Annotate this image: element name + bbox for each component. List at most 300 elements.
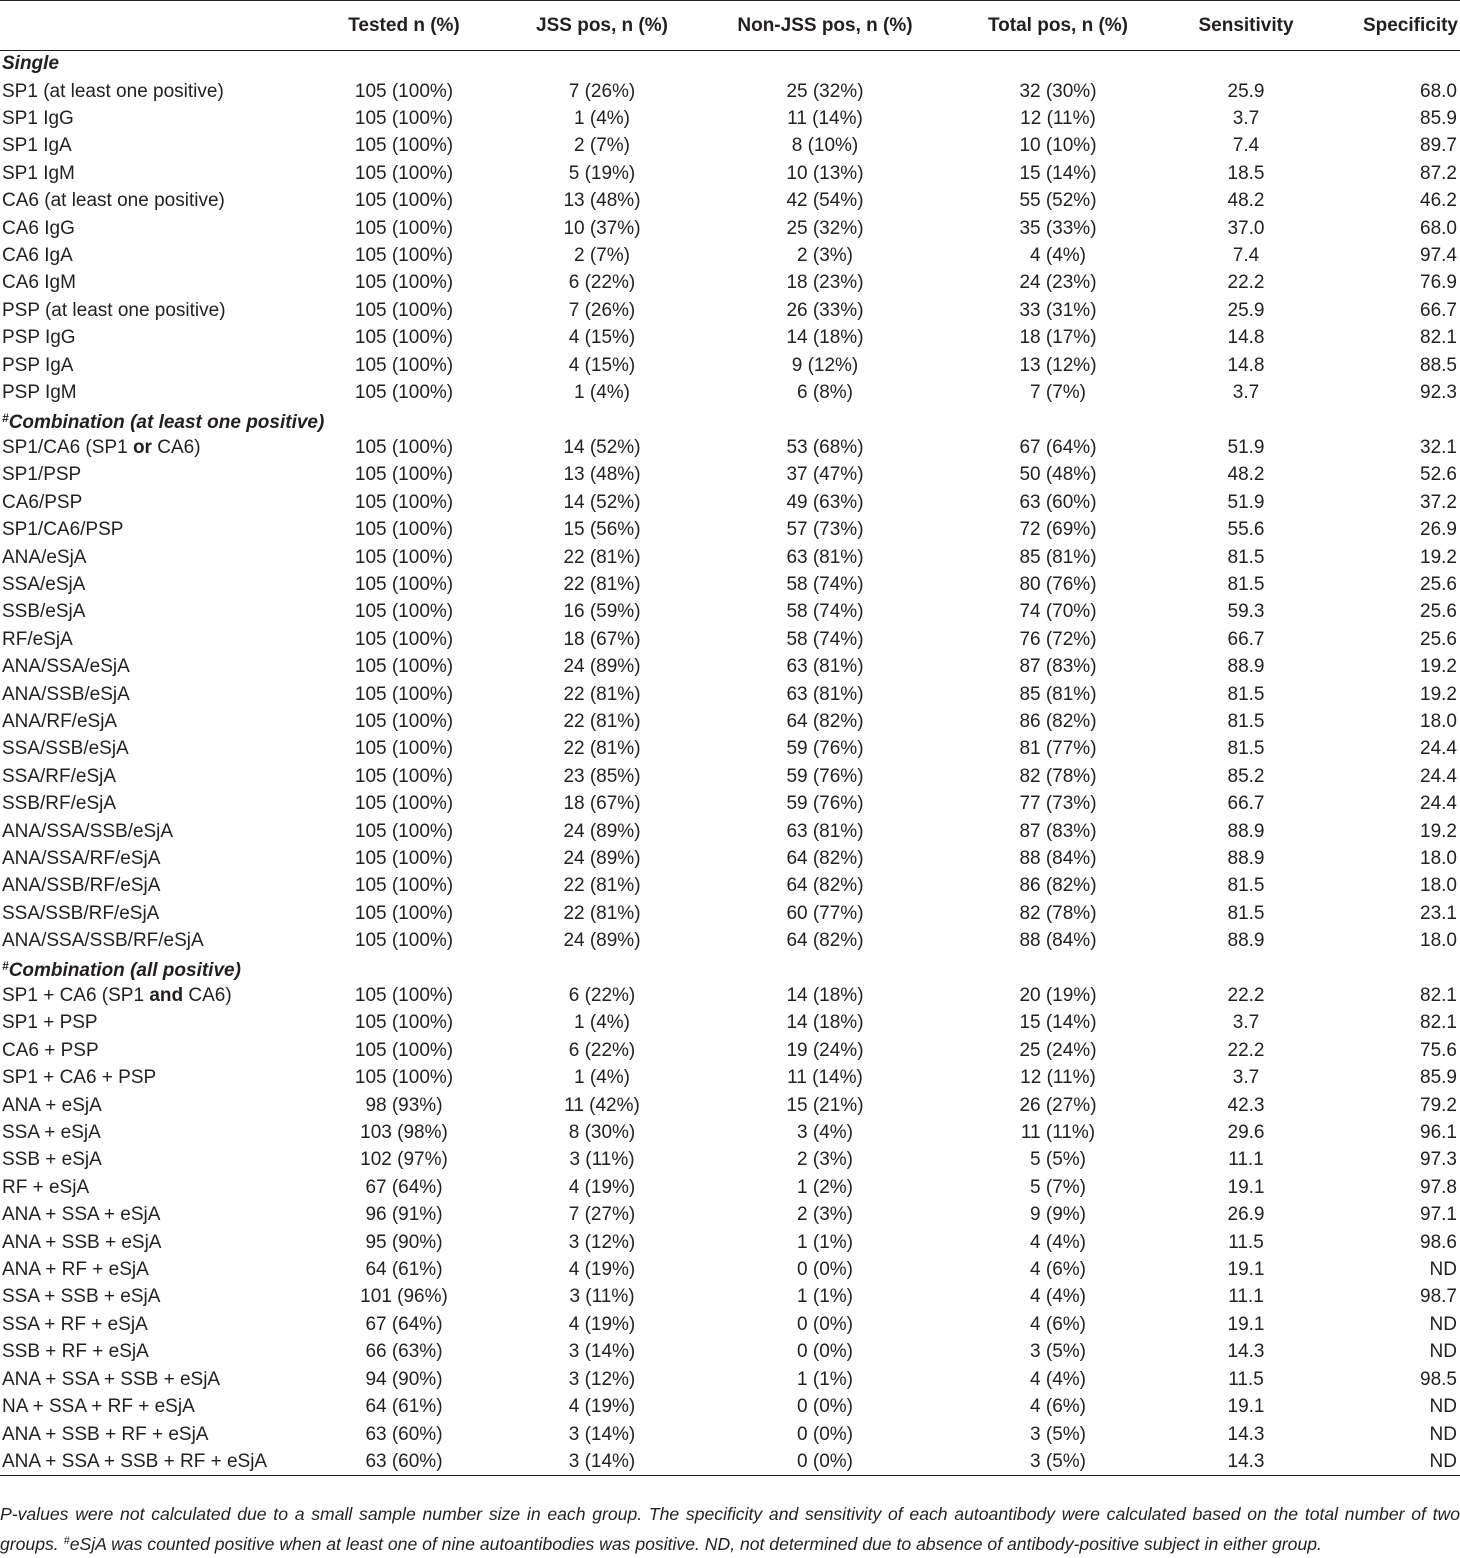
cell-non-jss-pos: 0 (0%) <box>797 1423 853 1445</box>
table-row <box>0 1366 1460 1393</box>
cell-total-pos: 67 (64%) <box>1019 436 1097 458</box>
cell-total-pos: 74 (70%) <box>1019 601 1097 623</box>
row-label <box>0 599 306 626</box>
footnote-text-part1: P-values were not calculated due to a small sample number size in each group. The specificity and sensitivity of each autoantibody were calculated based on the total number of two groups. <box>0 1504 1460 1554</box>
cell-non-jss-pos: 64 (82%) <box>786 875 864 897</box>
row-label <box>0 215 306 242</box>
cell-tested: 105 (100%) <box>354 108 454 130</box>
cell-specificity: 97.4 <box>1420 245 1457 267</box>
row-label <box>0 1065 306 1092</box>
cell-jss-pos: 7 (26%) <box>568 299 636 321</box>
row-label-text: ANA + RF + eSjA <box>2 1259 149 1281</box>
row-label-text: SP1 + CA6 + PSP <box>2 1067 157 1089</box>
table-row <box>0 325 1460 352</box>
table-row <box>0 215 1460 242</box>
cell-total-pos: 7 (7%) <box>1030 382 1086 404</box>
row-label <box>0 1147 306 1174</box>
row-label-text: RF/eSjA <box>2 628 73 650</box>
cell-tested: 96 (91%) <box>365 1204 443 1226</box>
cell-sensitivity: 14.3 <box>1227 1423 1265 1445</box>
table-row <box>0 818 1460 845</box>
cell-specificity: ND <box>1324 1448 1460 1475</box>
row-label-text: ANA + SSB + eSjA <box>2 1231 162 1253</box>
cell-non-jss-pos: 26 (33%) <box>786 299 864 321</box>
cell-specificity: 18.0 <box>1420 710 1457 732</box>
cell-non-jss-pos: 0 (0%) <box>702 1448 948 1475</box>
header-cell-specificity: Specificity <box>1324 1 1460 51</box>
table-row <box>0 462 1460 489</box>
cell-specificity: ND <box>1429 1396 1457 1418</box>
row-label-text: ANA + SSA + eSjA <box>2 1204 161 1226</box>
cell-sensitivity: 7.4 <box>1232 135 1260 157</box>
table-row <box>0 1065 1460 1092</box>
cell-sensitivity: 37.0 <box>1227 217 1265 239</box>
row-label <box>0 790 306 817</box>
row-label-text: SP1/CA6/PSP <box>2 519 124 541</box>
cell-non-jss-pos: 59 (76%) <box>786 765 864 787</box>
cell-jss-pos: 3 (11%) <box>569 1286 635 1308</box>
cell-specificity: 24.4 <box>1420 793 1457 815</box>
cell-specificity: 82.1 <box>1420 985 1457 1007</box>
row-label <box>0 653 306 680</box>
cell-jss-pos: 4 (19%) <box>568 1396 636 1418</box>
cell-jss-pos: 14 (52%) <box>563 436 641 458</box>
footnote-text-part2: eSjA was counted positive when at least one of nine autoantibodies was positive. ND, not determined due to absence of antibody-positive subject in either group. <box>69 1534 1322 1554</box>
cell-tested: 105 (100%) <box>354 930 454 952</box>
row-label <box>0 544 306 571</box>
row-label-text: CA6) <box>151 436 201 458</box>
table-row <box>0 599 1460 626</box>
cell-specificity: 76.9 <box>1420 272 1457 294</box>
cell-sensitivity: 11.1 <box>1228 1286 1264 1308</box>
cell-specificity: 32.1 <box>1420 436 1457 458</box>
row-label <box>0 900 306 927</box>
cell-specificity: 97.8 <box>1420 1176 1457 1198</box>
cell-jss-pos: 6 (22%) <box>568 272 636 294</box>
row-label-text: PSP IgA <box>2 354 74 376</box>
cell-sensitivity: 22.2 <box>1227 1039 1265 1061</box>
cell-total-pos: 13 (12%) <box>1019 354 1097 376</box>
row-label <box>0 1311 306 1338</box>
cell-specificity: 97.1 <box>1420 1204 1457 1226</box>
cell-sensitivity: 7.4 <box>1232 245 1260 267</box>
row-label-text: SP1 IgM <box>2 162 75 184</box>
cell-specificity: 92.3 <box>1420 382 1457 404</box>
row-label <box>0 462 306 489</box>
cell-jss-pos: 22 (81%) <box>563 875 641 897</box>
cell-jss-pos: 1 (4%) <box>574 382 630 404</box>
cell-tested: 105 (100%) <box>354 162 454 184</box>
cell-total-pos: 82 (78%) <box>1019 902 1097 924</box>
row-label-text: ANA/SSA/RF/eSjA <box>2 847 161 869</box>
table-row <box>0 1174 1460 1201</box>
cell-tested: 101 (96%) <box>360 1286 448 1308</box>
cell-specificity: 85.9 <box>1420 1067 1457 1089</box>
cell-non-jss-pos: 11 (14%) <box>787 1067 863 1089</box>
table-row <box>0 708 1460 735</box>
cell-non-jss-pos: 58 (74%) <box>786 628 864 650</box>
section-title <box>0 955 1460 982</box>
cell-tested: 105 (100%) <box>354 519 454 541</box>
row-label-text: SP1 + CA6 (SP1 <box>2 985 150 1007</box>
cell-jss-pos: 7 (26%) <box>568 80 636 102</box>
cell-sensitivity: 11.5 <box>1228 1368 1264 1390</box>
cell-jss-pos: 3 (12%) <box>568 1231 636 1253</box>
cell-tested: 105 (100%) <box>354 354 454 376</box>
cell-total-pos: 18 (17%) <box>1019 327 1097 349</box>
row-label <box>0 763 306 790</box>
cell-specificity: 18.0 <box>1420 875 1457 897</box>
row-label <box>0 708 306 735</box>
table-row <box>0 1202 1460 1229</box>
cell-tested: 98 (93%) <box>365 1094 443 1116</box>
cell-tested: 105 (100%) <box>354 299 454 321</box>
cell-total-pos: 33 (31%) <box>1019 299 1097 321</box>
cell-jss-pos: 6 (22%) <box>568 1039 636 1061</box>
row-label <box>0 489 306 516</box>
cell-non-jss-pos: 2 (3%) <box>797 1204 853 1226</box>
cell-sensitivity: 14.8 <box>1227 327 1265 349</box>
row-label-emphasis: or <box>132 436 152 458</box>
row-label <box>0 1092 306 1119</box>
cell-non-jss-pos: 25 (32%) <box>786 217 864 239</box>
row-label <box>0 297 306 324</box>
cell-total-pos: 15 (14%) <box>1019 1012 1097 1034</box>
section-title-text: Combination (at least one positive) <box>8 411 325 433</box>
cell-non-jss-pos: 15 (21%) <box>786 1094 864 1116</box>
cell-total-pos: 81 (77%) <box>1019 738 1097 760</box>
cell-tested: 103 (98%) <box>360 1122 448 1144</box>
row-label <box>0 1448 306 1475</box>
table-row <box>0 379 1460 406</box>
cell-sensitivity: 81.5 <box>1227 738 1265 760</box>
cell-jss-pos: 1 (4%) <box>574 1067 630 1089</box>
cell-total-pos: 72 (69%) <box>1019 519 1097 541</box>
table-row <box>0 1284 1460 1311</box>
cell-jss-pos: 6 (22%) <box>568 985 636 1007</box>
row-label-text: SSB + RF + eSjA <box>2 1341 149 1363</box>
cell-tested: 105 (100%) <box>354 1067 454 1089</box>
cell-tested: 105 (100%) <box>354 628 454 650</box>
cell-specificity: 68.0 <box>1420 80 1457 102</box>
row-label-text: ANA + SSA + SSB + eSjA <box>2 1368 221 1390</box>
row-label <box>0 270 306 297</box>
cell-non-jss-pos: 0 (0%) <box>797 1341 853 1363</box>
cell-total-pos: 10 (10%) <box>1019 135 1097 157</box>
row-label-text: PSP IgM <box>2 382 77 404</box>
cell-tested: 105 (100%) <box>354 683 454 705</box>
cell-non-jss-pos: 1 (1%) <box>797 1286 853 1308</box>
cell-total-pos: 11 (11%) <box>1020 1122 1096 1144</box>
cell-non-jss-pos: 0 (0%) <box>797 1313 853 1335</box>
cell-sensitivity: 81.5 <box>1227 875 1265 897</box>
table-row <box>0 1147 1460 1174</box>
cell-sensitivity: 81.5 <box>1227 902 1265 924</box>
row-label <box>0 1119 306 1146</box>
cell-tested: 64 (61%) <box>365 1259 443 1281</box>
cell-non-jss-pos: 9 (12%) <box>791 354 859 376</box>
cell-jss-pos: 4 (15%) <box>568 354 636 376</box>
cell-tested: 105 (100%) <box>354 436 454 458</box>
cell-non-jss-pos: 18 (23%) <box>786 272 864 294</box>
table-row <box>0 1229 1460 1256</box>
cell-non-jss-pos: 49 (63%) <box>786 491 864 513</box>
table-body <box>0 51 1460 1476</box>
row-label <box>0 242 306 269</box>
cell-sensitivity: 51.9 <box>1227 436 1265 458</box>
cell-total-pos: 63 (60%) <box>1019 491 1097 513</box>
table-row <box>0 736 1460 763</box>
row-label <box>0 1339 306 1366</box>
cell-non-jss-pos: 37 (47%) <box>786 464 864 486</box>
cell-non-jss-pos: 63 (81%) <box>786 820 864 842</box>
cell-total-pos: 24 (23%) <box>1019 272 1097 294</box>
cell-specificity: 46.2 <box>1420 190 1457 212</box>
table-row <box>0 1448 1460 1475</box>
cell-total-pos: 82 (78%) <box>1019 765 1097 787</box>
cell-tested: 105 (100%) <box>354 573 454 595</box>
row-label-text: SSA + eSjA <box>2 1122 101 1144</box>
section-title <box>0 51 1460 78</box>
cell-jss-pos: 18 (67%) <box>563 793 641 815</box>
cell-sensitivity: 48.2 <box>1227 190 1265 212</box>
row-label <box>0 78 306 105</box>
table-row <box>0 928 1460 955</box>
row-label-text: SSA/eSjA <box>2 573 86 595</box>
cell-total-pos: 85 (81%) <box>1019 683 1097 705</box>
cell-jss-pos: 22 (81%) <box>563 710 641 732</box>
cell-jss-pos: 2 (7%) <box>574 245 630 267</box>
cell-specificity: ND <box>1429 1341 1457 1363</box>
cell-non-jss-pos: 42 (54%) <box>786 190 864 212</box>
cell-sensitivity: 81.5 <box>1227 546 1265 568</box>
row-label-text: ANA/RF/eSjA <box>2 710 118 732</box>
cell-jss-pos: 4 (19%) <box>568 1259 636 1281</box>
cell-jss-pos: 22 (81%) <box>563 902 641 924</box>
cell-jss-pos: 3 (12%) <box>568 1368 636 1390</box>
row-label-text: SP1/PSP <box>2 464 82 486</box>
cell-total-pos: 80 (76%) <box>1019 573 1097 595</box>
row-label-text: SSB + eSjA <box>2 1149 102 1171</box>
cell-tested: 105 (100%) <box>354 245 454 267</box>
cell-total-pos: 5 (7%) <box>1030 1176 1086 1198</box>
section-title-text: Combination (all positive) <box>8 960 241 982</box>
cell-tested: 105 (100%) <box>354 382 454 404</box>
footnote-marker: # <box>63 1535 70 1547</box>
cell-jss-pos: 16 (59%) <box>563 601 641 623</box>
cell-non-jss-pos: 14 (18%) <box>786 985 864 1007</box>
cell-total-pos: 50 (48%) <box>1019 464 1097 486</box>
cell-specificity: 52.6 <box>1420 464 1457 486</box>
section-header-row <box>0 51 1460 78</box>
cell-total-pos: 87 (83%) <box>1019 820 1097 842</box>
cell-tested: 105 (100%) <box>354 710 454 732</box>
cell-specificity: 23.1 <box>1420 902 1457 924</box>
cell-tested: 105 (100%) <box>354 765 454 787</box>
cell-sensitivity: 81.5 <box>1227 710 1265 732</box>
cell-specificity: ND <box>1429 1423 1457 1445</box>
cell-total-pos: 5 (5%) <box>1030 1149 1086 1171</box>
row-label-text: CA6 (at least one positive) <box>2 190 225 212</box>
cell-total-pos: 4 (4%) <box>1030 245 1086 267</box>
cell-sensitivity: 11.1 <box>1228 1149 1264 1171</box>
table-row <box>0 270 1460 297</box>
cell-specificity: 98.7 <box>1420 1286 1457 1308</box>
cell-sensitivity: 88.9 <box>1227 930 1265 952</box>
cell-non-jss-pos: 3 (4%) <box>797 1122 853 1144</box>
cell-tested: 105 (100%) <box>354 985 454 1007</box>
cell-tested: 105 (100%) <box>354 738 454 760</box>
cell-sensitivity: 59.3 <box>1227 601 1265 623</box>
header-cell-label <box>0 1 306 51</box>
cell-specificity: 24.4 <box>1420 738 1457 760</box>
row-label-text: ANA + SSA + SSB + RF + eSjA <box>2 1450 268 1472</box>
row-label-text: CA6) <box>183 985 232 1007</box>
cell-non-jss-pos: 2 (3%) <box>797 245 853 267</box>
cell-jss-pos: 4 (19%) <box>568 1313 636 1335</box>
cell-total-pos: 35 (33%) <box>1019 217 1097 239</box>
cell-total-pos: 12 (11%) <box>1020 108 1096 130</box>
row-label <box>0 188 306 215</box>
table-row <box>0 763 1460 790</box>
cell-sensitivity: 22.2 <box>1227 272 1265 294</box>
cell-total-pos: 86 (82%) <box>1019 875 1097 897</box>
cell-sensitivity: 81.5 <box>1227 573 1265 595</box>
row-label-text: SSA/RF/eSjA <box>2 765 117 787</box>
cell-total-pos: 26 (27%) <box>1019 1094 1097 1116</box>
table-row <box>0 681 1460 708</box>
cell-jss-pos: 13 (48%) <box>563 464 641 486</box>
cell-tested: 105 (100%) <box>354 1039 454 1061</box>
cell-total-pos: 55 (52%) <box>1019 190 1097 212</box>
cell-sensitivity: 66.7 <box>1227 628 1265 650</box>
cell-specificity: 87.2 <box>1420 162 1457 184</box>
row-label <box>0 160 306 187</box>
table-row <box>0 1339 1460 1366</box>
row-label <box>0 1037 306 1064</box>
cell-sensitivity: 18.5 <box>1227 162 1265 184</box>
table-footnote <box>0 1501 1460 1558</box>
table-row <box>0 105 1460 132</box>
table-row <box>0 78 1460 105</box>
cell-tested: 105 (100%) <box>354 875 454 897</box>
cell-specificity: 19.2 <box>1420 656 1457 678</box>
table-row <box>0 242 1460 269</box>
row-label <box>0 352 306 379</box>
row-label <box>0 845 306 872</box>
cell-specificity: 25.6 <box>1420 573 1457 595</box>
row-label-emphasis: and <box>149 985 184 1007</box>
cell-sensitivity: 42.3 <box>1227 1094 1265 1116</box>
cell-tested: 105 (100%) <box>354 190 454 212</box>
cell-specificity: 96.1 <box>1420 1122 1457 1144</box>
row-label-text: PSP (at least one positive) <box>2 299 226 321</box>
row-label <box>0 626 306 653</box>
table-row <box>0 1092 1460 1119</box>
row-label <box>0 1366 306 1393</box>
cell-total-pos: 4 (6%) <box>1030 1396 1086 1418</box>
cell-sensitivity: 3.7 <box>1232 382 1260 404</box>
row-label-text: ANA/SSA/eSjA <box>2 656 130 678</box>
cell-sensitivity: 3.7 <box>1232 1012 1260 1034</box>
table-row <box>0 626 1460 653</box>
row-label <box>0 1284 306 1311</box>
cell-jss-pos: 23 (85%) <box>563 765 641 787</box>
table-row <box>0 900 1460 927</box>
cell-tested: 63 (60%) <box>306 1448 502 1475</box>
table-row <box>0 982 1460 1009</box>
cell-specificity: 19.2 <box>1420 683 1457 705</box>
cell-non-jss-pos: 25 (32%) <box>786 80 864 102</box>
cell-specificity: 79.2 <box>1420 1094 1457 1116</box>
cell-specificity: 37.2 <box>1420 491 1457 513</box>
row-label <box>0 681 306 708</box>
cell-sensitivity: 19.1 <box>1227 1313 1265 1335</box>
cell-total-pos: 4 (4%) <box>1030 1368 1086 1390</box>
table-row <box>0 1256 1460 1283</box>
cell-sensitivity: 22.2 <box>1227 985 1265 1007</box>
cell-total-pos: 76 (72%) <box>1019 628 1097 650</box>
cell-non-jss-pos: 1 (1%) <box>797 1231 853 1253</box>
section-header-row <box>0 407 1460 434</box>
cell-total-pos: 77 (73%) <box>1019 793 1097 815</box>
row-label-text: SSA/SSB/eSjA <box>2 738 129 760</box>
row-label-text: CA6 IgM <box>2 272 76 294</box>
section-title <box>0 407 1460 434</box>
cell-sensitivity: 11.5 <box>1228 1231 1264 1253</box>
cell-total-pos: 15 (14%) <box>1019 162 1097 184</box>
row-label-text: ANA/SSA/SSB/eSjA <box>2 820 174 842</box>
table-row <box>0 571 1460 598</box>
cell-total-pos: 20 (19%) <box>1019 985 1097 1007</box>
cell-sensitivity: 19.1 <box>1227 1259 1265 1281</box>
cell-non-jss-pos: 1 (2%) <box>797 1176 853 1198</box>
cell-tested: 105 (100%) <box>354 601 454 623</box>
cell-sensitivity: 14.3 <box>1227 1341 1265 1363</box>
cell-non-jss-pos: 2 (3%) <box>797 1149 853 1171</box>
row-label <box>0 1202 306 1229</box>
cell-total-pos: 88 (84%) <box>1019 930 1097 952</box>
cell-non-jss-pos: 59 (76%) <box>786 793 864 815</box>
table-row <box>0 352 1460 379</box>
cell-non-jss-pos: 64 (82%) <box>786 930 864 952</box>
cell-total-pos: 88 (84%) <box>1019 847 1097 869</box>
row-label-text: ANA/SSA/SSB/RF/eSjA <box>2 930 204 952</box>
cell-sensitivity: 48.2 <box>1227 464 1265 486</box>
cell-jss-pos: 8 (30%) <box>568 1122 636 1144</box>
cell-tested: 95 (90%) <box>365 1231 443 1253</box>
cell-specificity: 18.0 <box>1420 847 1457 869</box>
cell-total-pos: 25 (24%) <box>1019 1039 1097 1061</box>
cell-total-pos: 86 (82%) <box>1019 710 1097 732</box>
table-row <box>0 1393 1460 1420</box>
row-label <box>0 928 306 955</box>
row-label-text: RF + eSjA <box>2 1176 90 1198</box>
cell-sensitivity: 26.9 <box>1227 1204 1265 1226</box>
table-row <box>0 1421 1460 1448</box>
row-label <box>0 1256 306 1283</box>
cell-tested: 63 (60%) <box>365 1423 443 1445</box>
cell-specificity: 82.1 <box>1420 1012 1457 1034</box>
row-label-text: SSB/RF/eSjA <box>2 793 117 815</box>
section-marker: # <box>2 410 9 425</box>
row-label-text: SP1 IgG <box>2 108 74 130</box>
cell-jss-pos: 22 (81%) <box>563 546 641 568</box>
row-label-text: ANA/eSjA <box>2 546 87 568</box>
header-cell-jss-pos: JSS pos, n (%) <box>502 1 702 51</box>
cell-jss-pos: 1 (4%) <box>574 1012 630 1034</box>
cell-sensitivity: 3.7 <box>1232 108 1260 130</box>
